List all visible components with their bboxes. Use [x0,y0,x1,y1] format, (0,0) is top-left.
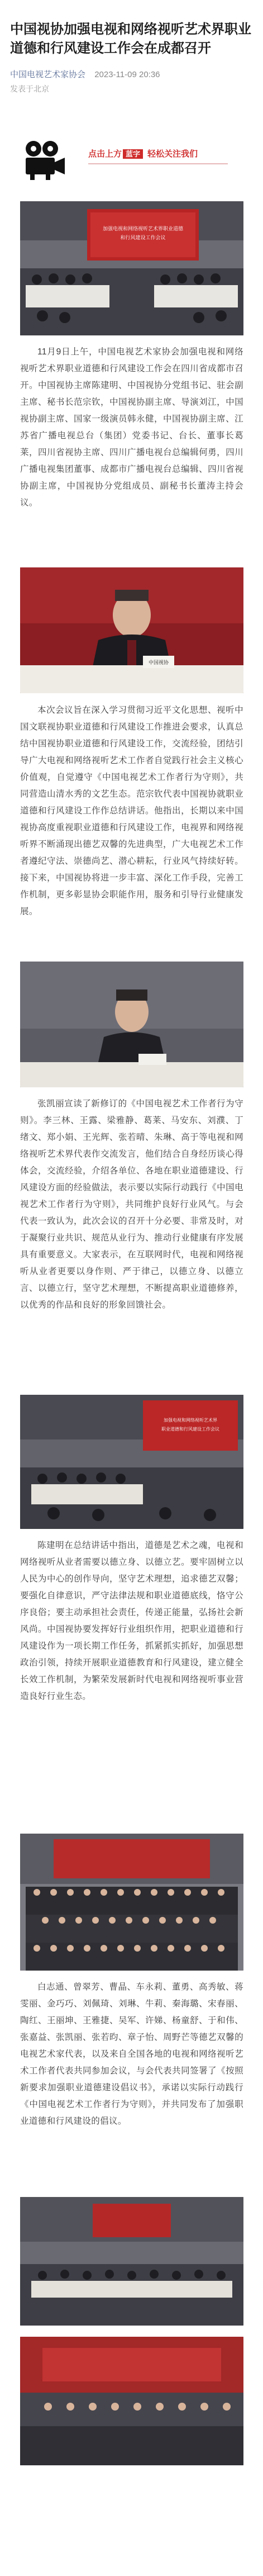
article-header [0,0,263,117]
screen-text-2: 和行风建设工作会议 [120,235,166,240]
conference-photo-1 [20,201,243,335]
slogan-suffix: 轻松关注我们 [147,149,198,159]
paragraph-3: 张凯丽宣读了新修订的《中国电视艺术工作者行为守则》。李三林、王露、梁雅静、葛莱、马安东、刘濮、丁绪文、郑小娟、王光辉、张若晴、朱琳、高于等电视和网络视听艺术界代表作交流发言，他们结合自身经历谈心得体会，交流经验，介绍各单位、各地在职业道德建设、行风建设方面的经验做法，表示要以实际行动践行《中国电视艺术工作者行为守则》，共同维护良好行业风气。与会代表一致认为，此次会议的召开十分必要、非常及时，对于凝聚行业共识、规范从业行为、推动行业健康有序发展具有重要意义。大家表示，在互联网时代，电视和网络视听从业者更要以身作则、严于律己，以德立身、以德立言、以德立行，坚守艺术理想，不断提高职业道德修养，以优秀的作品和良好的形象回馈社会。 [20,1099,243,1310]
paragraph-1: 11月9日上午，中国电视艺术家协会加强电视和网络视听艺术界职业道德和行风建设工作会在四川省成都市召开。中国视协主席陈建明、中国视协分党组书记、驻会副主席、秘书长范宗钦，中国视协副主席、导演刘江，中国视协副主席、国家一级演员韩永健，中国视协副主席、江苏省广播电视总台（集团）党委书记、台长、董事长葛莱，四川省视协主席、四川广播电视台总编辑何勇，四川广播电视集团董事、成都市广播电视台总编辑、四川省视协副主席，中国视协分党组成员、副秘书长董涛主持会议。 [20,347,243,508]
conference-photo-2 [20,1395,243,1529]
group-photo [20,1834,243,1971]
screen-text-3: 加强电视和网络视听艺术界 [164,1418,217,1423]
follow-banner[interactable] [0,129,263,190]
follow-slogan [88,148,198,159]
banner-divider [88,163,228,164]
article-meta [10,68,253,94]
conference-photo-3 [20,2197,243,2326]
speaker-photo-2 [20,962,243,1087]
paragraph-5: 白志通、曾翠芳、曹晶、车永莉、董勇、高秀敏、蒋雯丽、金巧巧、刘佩琦、刘琳、牛莉、秦海璐、宋春丽、陶红、王丽坤、王雅捷、吴军、许娣、杨童舒、于和伟、张嘉益、张凯丽、张若昀、章子怡、周野芒等德艺双馨的电视艺术家代表，以及来自全国各地的电视和网络视听艺术工作者代表共同参加会议，与会代表共同签署了《按照新要求加强职业道德建设倡议书》，承诺以实际行动践行《中国电视艺术工作者行为守则》，并共同发布了加强职业道德和行风建设的倡议。 [20,1982,243,2126]
article-title: 中国视协加强电视和网络视听艺术界职业道德和行风建设工作会在成都召开 [10,22,251,56]
slogan-prefix: 点击上方 [88,149,122,159]
paragraph-4: 陈建明在总结讲话中指出，道德是艺术之魂，电视和网络视听从业者需要以德立身、以德立艺。要牢固树立以人民为中心的创作导向，坚守艺术理想，追求德艺双馨；要强化自律意识，严守法律法规和职业道德底线，恪守公序良俗；要主动承担社会责任，传递正能量，弘扬社会新风尚。中国视协要发挥好行业组织作用，把职业道德和行风建设作为一项长期工作任务，抓紧抓实抓好，加强思想政治引领，持续开展职业道德教育和行风建设，建立健全长效工作机制，为繁荣发展新时代电视和网络视听事业营造良好行业生态。 [20,1541,243,1701]
account-link[interactable]: 中国电视艺术家协会 [10,70,86,79]
publish-location: 发表于北京 [10,84,49,93]
film-camera-icon [20,140,67,181]
conference-photo-4 [20,2337,243,2465]
speaker-photo-1 [20,567,243,693]
screen-text-1: 加强电视和网络视听艺术界职业道德 [102,226,184,231]
slogan-tag: 蓝字 [123,149,143,159]
screen-text-4: 职业道德和行风建设工作会议 [161,1427,219,1432]
nameplate-text: 中国视协 [148,660,169,665]
publish-date: 2023-11-09 20:36 [94,70,160,79]
paragraph-2: 本次会议旨在深入学习贯彻习近平文化思想、视听中国文联视协职业道德和行风建设工作推进会要求，认真总结中国视协职业道德和行风建设工作，交流经验，团结引导广大电视和网络视听艺术工作者自觉践行社会主义核心价值观，自觉遵守《中国电视艺术工作者行为守则》，共同营造山清水秀的文艺生态。范宗钦代表中国视协就职业道德和行风建设工作作总结讲话。他指出，长期以来中国视协高度重视职业道德和行风建设工作，电视界和网络视听界不断涌现出德艺双馨的先进典型，广大电视艺术工作者遵纪守法、崇德尚艺、潜心耕耘，行业风气持续好转。接下来，中国视协将进一步丰富、深化工作手段，完善工作机制，更多彰显协会职能作用，服务和引导行业健康发展。 [20,705,243,916]
